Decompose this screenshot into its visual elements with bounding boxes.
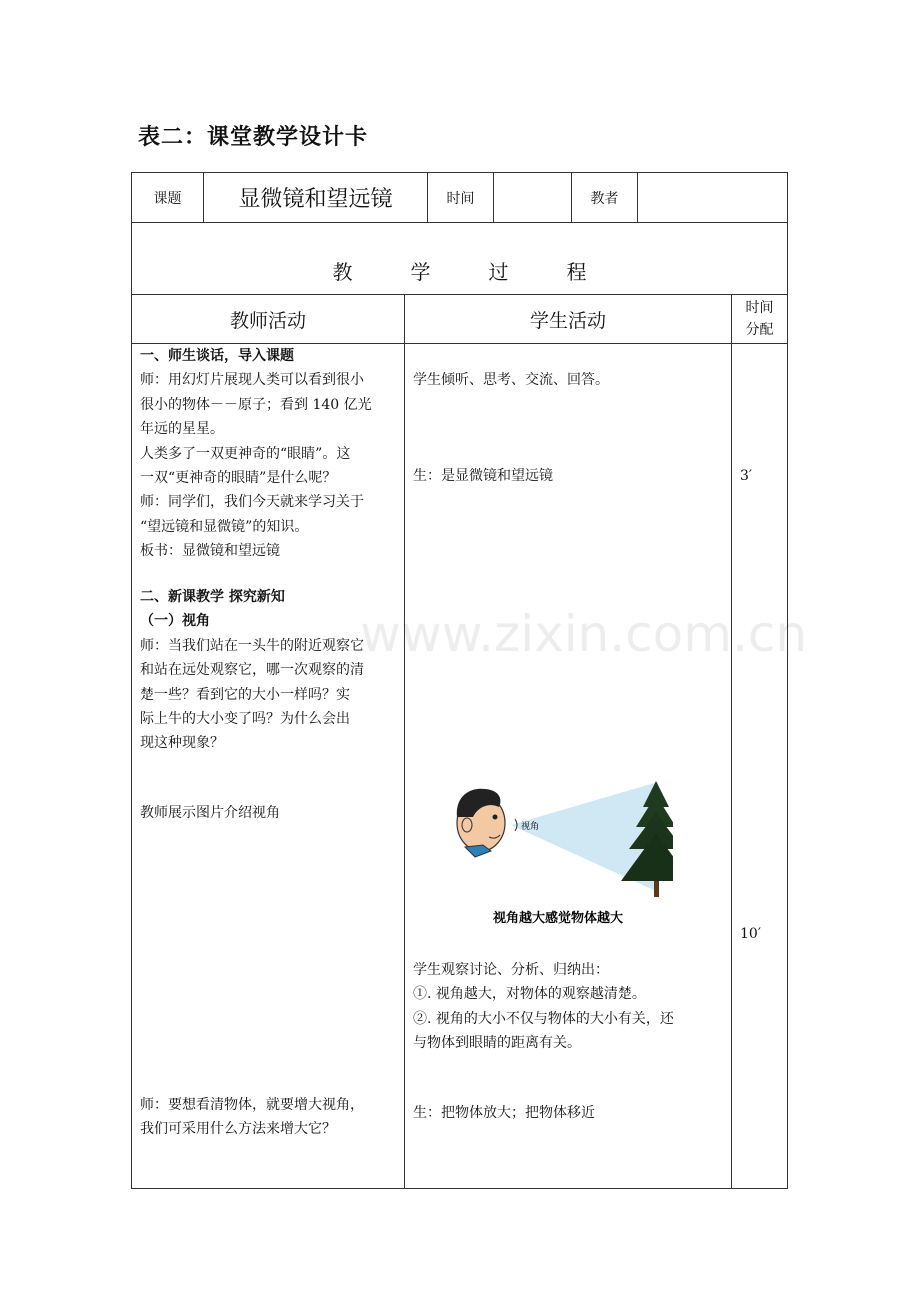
topic-value: 显微镜和望远镜 xyxy=(204,173,428,223)
student-activity-header: 学生活动 xyxy=(405,295,732,344)
time-header-line1: 时间 xyxy=(745,300,774,316)
watermark: www.zixin.com.cn xyxy=(360,605,808,663)
figure-caption: 视角越大感觉物体越大 xyxy=(492,911,624,926)
process-heading-row xyxy=(132,223,788,295)
time-value-section1: 3′ xyxy=(740,468,753,484)
time-allocation-cell xyxy=(732,344,788,1189)
section1-line: 人类多了一双更神奇的“眼睛”。这 xyxy=(140,445,351,462)
time-header-line2: 分配 xyxy=(745,322,774,338)
teacher-label: 教者 xyxy=(572,173,638,223)
time-allocation-header xyxy=(732,295,788,344)
section1-line: “望远镜和显微镜”的知识。 xyxy=(140,518,309,535)
teacher-section1 xyxy=(140,344,398,564)
student-listen: 学生倾听、思考、交流、回答。 xyxy=(413,372,609,388)
header-row xyxy=(132,173,788,223)
activity-table xyxy=(131,294,788,1189)
lesson-design-table xyxy=(131,172,788,295)
visual-angle-figure xyxy=(443,777,673,929)
observe-line: ②. 视角的大小不仅与物体的大小有关，还 xyxy=(413,1010,674,1027)
section1-line: 师：用幻灯片展现人类可以看到很小 xyxy=(140,372,364,389)
topic-label: 课题 xyxy=(132,173,204,223)
observe-title: 学生观察讨论、分析、归纳出： xyxy=(413,962,609,978)
teacher-activity-cell xyxy=(132,344,405,1189)
subsection-line: 际上牛的大小变了吗？为什么会出 xyxy=(140,711,350,728)
observe-line: ①. 视角越大，对物体的观察越清楚。 xyxy=(413,986,646,1003)
ear xyxy=(462,818,472,832)
teacher-value xyxy=(638,173,788,223)
section1-line: 师：同学们，我们今天就来学习关于 xyxy=(140,494,364,511)
teacher-section2 xyxy=(140,585,398,756)
subsection-line: 和站在远处观察它，哪一次观察的清 xyxy=(140,662,364,679)
subsection-line: 师：当我们站在一头牛的附近观察它 xyxy=(140,637,364,654)
time-value-section2: 10′ xyxy=(740,926,761,942)
section1-title: 一、师生谈话，导入课题 xyxy=(140,348,294,364)
content-row xyxy=(132,344,788,1189)
subsection-line: 楚一些？看到它的大小一样吗？实 xyxy=(140,686,350,703)
column-header-row xyxy=(132,295,788,344)
time-label: 时间 xyxy=(428,173,494,223)
show-picture-text: 教师展示图片介绍视角 xyxy=(140,805,280,821)
subsection-line: 现这种现象？ xyxy=(140,735,224,752)
student-observe xyxy=(413,958,725,1056)
question-line: 我们可采用什么方法来增大它？ xyxy=(140,1121,336,1138)
section1-line: 板书：显微镜和望远镜 xyxy=(140,543,280,560)
teacher-activity-header: 教师活动 xyxy=(132,295,405,344)
time-value xyxy=(494,173,572,223)
teacher-question xyxy=(140,1093,398,1142)
process-heading: 教学过程 xyxy=(132,223,788,295)
section1-line: 一双“更神奇的眼睛”是什么呢？ xyxy=(140,470,337,487)
student-answer2: 生：把物体放大；把物体移近 xyxy=(413,1105,595,1121)
section2-title: 二、新课教学 探究新知 xyxy=(140,589,285,605)
observe-line: 与物体到眼睛的距离有关。 xyxy=(413,1035,581,1052)
section1-line: 年远的星星。 xyxy=(140,421,224,438)
eye xyxy=(493,815,498,820)
angle-label: 视角 xyxy=(521,822,540,832)
section1-line: 很小的物体－－原子；看到 140 亿光 xyxy=(140,396,372,413)
question-line: 师：要想看清物体，就要增大视角， xyxy=(140,1097,364,1113)
student-activity-cell xyxy=(405,344,732,1189)
student-answer1: 生：是显微镜和望远镜 xyxy=(413,468,553,484)
subsection-title: （一）视角 xyxy=(140,613,210,630)
page-title: 表二：课堂教学设计卡 xyxy=(138,125,369,150)
